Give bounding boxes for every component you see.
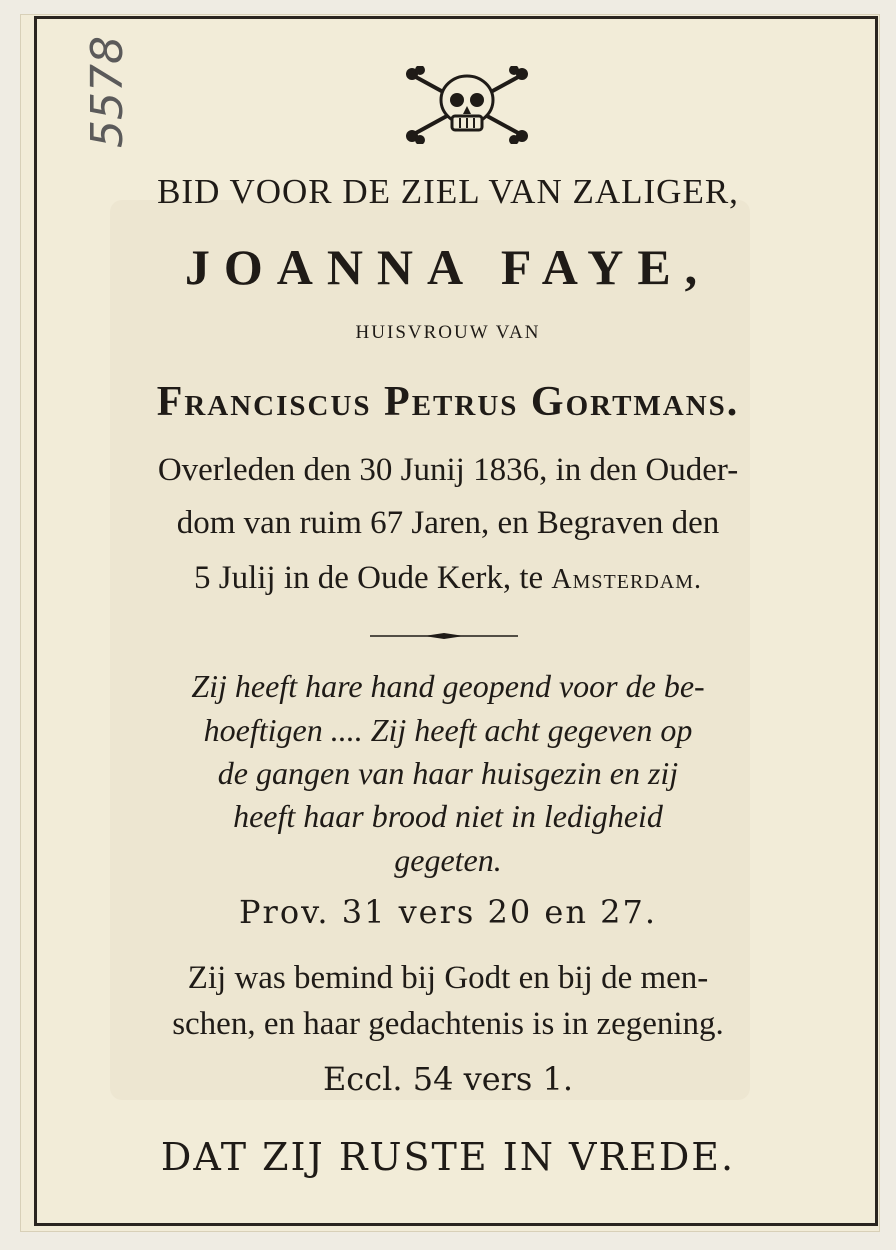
death-line-3-text: 5 Julij in de Oude Kerk, te — [193, 560, 544, 596]
death-place: Amsterdam. — [551, 564, 702, 595]
deceased-name: JOANNA FAYE, — [184, 239, 712, 295]
death-line-2: dom van ruim 67 Jaren, en Begraven den — [176, 505, 720, 541]
quote-line-2: hoeftigen .... Zij heeft acht gegeven op — [203, 712, 693, 748]
catalog-number: 5578 — [81, 36, 133, 148]
quote-reference: Prov. 31 vers 20 en 27. — [238, 893, 657, 931]
skull-and-crossbones-icon — [404, 66, 530, 144]
death-line-1: Overleden den 30 Junij 1836, in den Ouder- — [157, 452, 739, 488]
ornamental-divider — [370, 633, 518, 639]
death-line-3 — [40, 560, 856, 597]
closing-line: DAT ZIJ RUSTE IN VREDE. — [160, 1135, 736, 1179]
relation-label: HUISVROUW VAN — [355, 322, 541, 343]
heading: BID VOOR DE ZIEL VAN ZALIGER, — [157, 172, 739, 211]
quote-line-1: Zij heeft hare hand geopend voor de be- — [191, 668, 705, 704]
quote-line-5: gegeten. — [394, 842, 502, 878]
quote-line-3: de gangen van haar huisgezin en zij — [217, 755, 679, 791]
quote-line-4: heeft haar brood niet in ledigheid — [233, 798, 663, 834]
husband-name: Franciscus Petrus Gortmans. — [156, 379, 740, 425]
second-quote-reference: Eccl. 54 vers 1. — [322, 1060, 574, 1098]
second-quote-line-2: schen, en haar gedachtenis is in zegening. — [172, 1006, 724, 1042]
second-quote-line-1: Zij was bemind bij Godt en bij de men- — [187, 960, 709, 996]
